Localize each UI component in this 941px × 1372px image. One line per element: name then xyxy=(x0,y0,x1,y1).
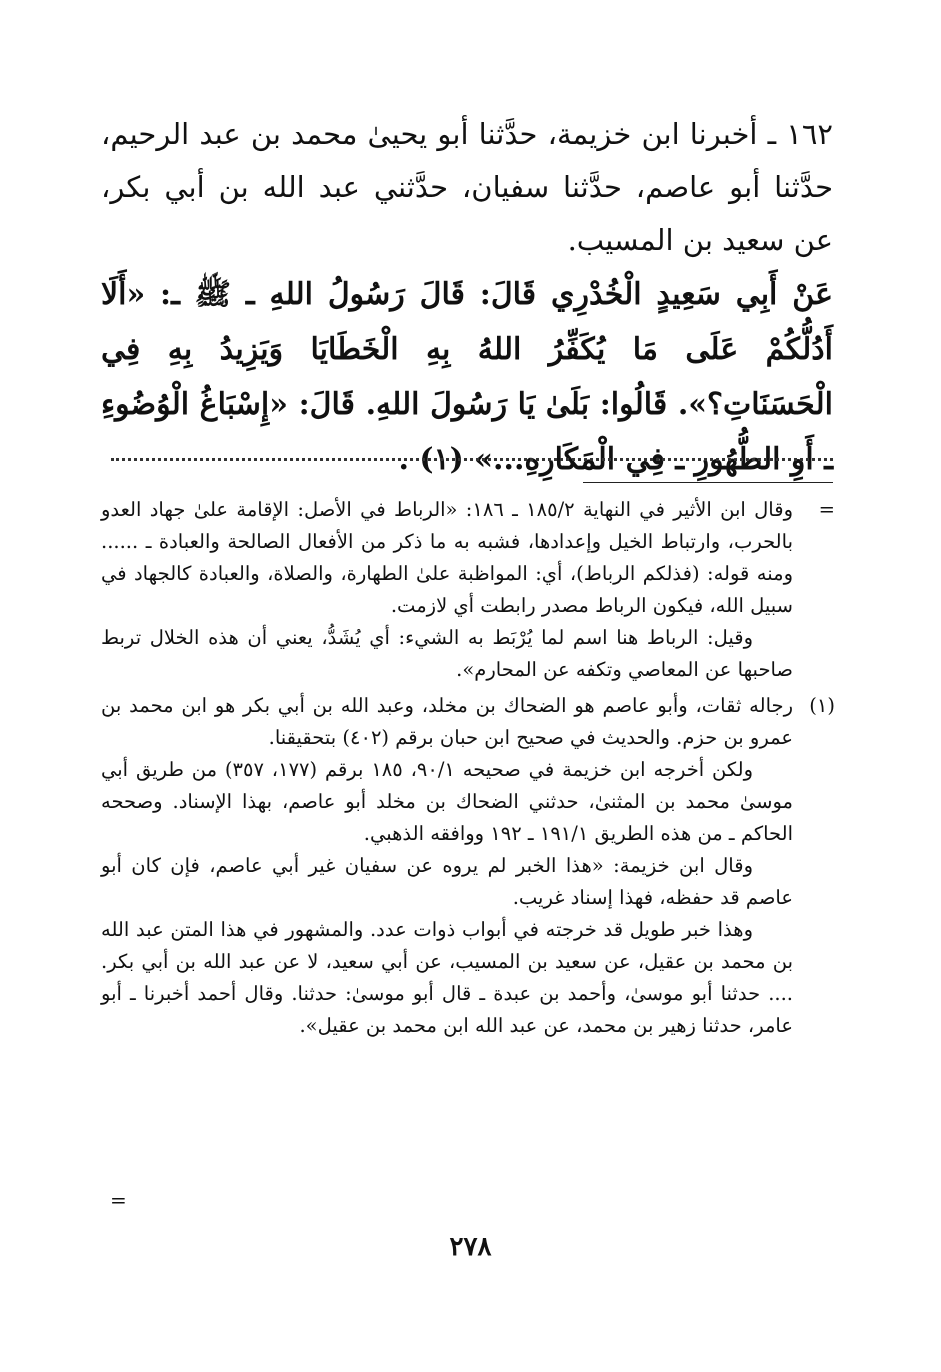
footnotes-section xyxy=(101,494,833,1046)
footnote-paragraph: وهذا خبر طويل قد خرجته في أبواب ذوات عدد. والمشهور في هذا المتن عبد الله بن محمد بن عقيل، عن سعيد بن المسيب، عن أبي سعيد، لا عن عبد الله بن أبي بكر. .... حدثنا أبو موسىٰ، وأحمد بن عبدة ـ قال أبو موسىٰ: حدثنا. وقال أحمد أخبرنا ـ أبو عامر، حدثنا زهير بن محمد، عن عبد الله ابن محمد بن عقيل». xyxy=(101,918,793,1037)
footnote-continuation xyxy=(101,494,833,686)
page-number: ٢٧٨ xyxy=(449,1232,492,1262)
main-text xyxy=(101,108,833,487)
footnote-paragraph: وقيل: الرباط هنا اسم لما يُرْبَط به الشيء: أي يُشَدُّ، يعني أن هذه الخلال تربط صاحبها عن المعاصي وتكفه عن المحارم». xyxy=(101,626,793,681)
footnote-1 xyxy=(101,690,833,1042)
isnad-paragraph: ١٦٢ ـ أخبرنا ابن خزيمة، حدَّثنا أبو يحيىٰ محمد بن عبد الرحيم، حدَّثنا أبو عاصم، حدَّثنا سفيان، حدَّثني عبد الله بن أبي بكر، عن سعيد بن المسيب. xyxy=(101,117,833,257)
footnote-separator xyxy=(583,482,833,483)
footnote-paragraph: رجاله ثقات، وأبو عاصم هو الضحاك بن مخلد، وعبد الله بن أبي بكر هو ابن محمد بن عمرو بن حزم. والحديث في صحيح ابن حبان برقم (٤٠٢) بتحقيقنا. xyxy=(101,694,793,749)
continues-marker: = xyxy=(110,1188,127,1212)
footnote-paragraph: وقال ابن خزيمة: «هذا الخبر لم يروه عن سفيان غير أبي عاصم، فإن كان أبو عاصم قد حفظه، فهذا إسناد غريب. xyxy=(101,854,793,909)
footnote-number: (١) xyxy=(809,694,835,717)
continuation-marker: = xyxy=(818,498,835,521)
footnote-paragraph: ولكن أخرجه ابن خزيمة في صحيحه ٩٠/١، ١٨٥ برقم (١٧٧، ٣٥٧) من طريق أبي موسىٰ محمد بن المثنىٰ، حدثني الضحاك بن مخلد أبو عاصم، بهذا الإسناد. وصححه الحاكم ـ من هذه الطريق ١٩١/١ ـ ١٩٢ ووافقه الذهبي. xyxy=(101,758,793,845)
dotted-separator xyxy=(111,458,833,461)
hadith-text: عَنْ أَبِي سَعِيدٍ الْخُدْرِي قَالَ: قَالَ رَسُولُ اللهِ ـ ﷺ ـ: «أَلَا أَدُلُّكُمْ عَلَى مَا يُكَفِّرُ اللهُ بِهِ الْخَطَايَا وَيَزِيدُ بِهِ فِي الْحَسَنَاتِ؟». قَالُوا: بَلَىٰ يَا رَسُولَ اللهِ. قَالَ: «إِسْبَاغُ الْوُضُوءِ ـ أَوِ الطُّهُورِ ـ فِي الْمَكَارِهِ...» (١) . xyxy=(101,277,833,477)
footnote-paragraph: وقال ابن الأثير في النهاية ١٨٥/٢ ـ ١٨٦: «الرباط في الأصل: الإقامة علىٰ جهاد العدو بالحرب، وارتباط الخيل وإعدادها، فشبه به ما ذكر من الأفعال الصالحة والعبادة ـ ...... ومنه قوله: (فذلكم الرباط)، أي: المواظبة علىٰ الطهارة، والصلاة، والعبادة كالجهاد في سبيل الله، فيكون الرباط مصدر رابطت أي لازمت. xyxy=(101,498,793,617)
